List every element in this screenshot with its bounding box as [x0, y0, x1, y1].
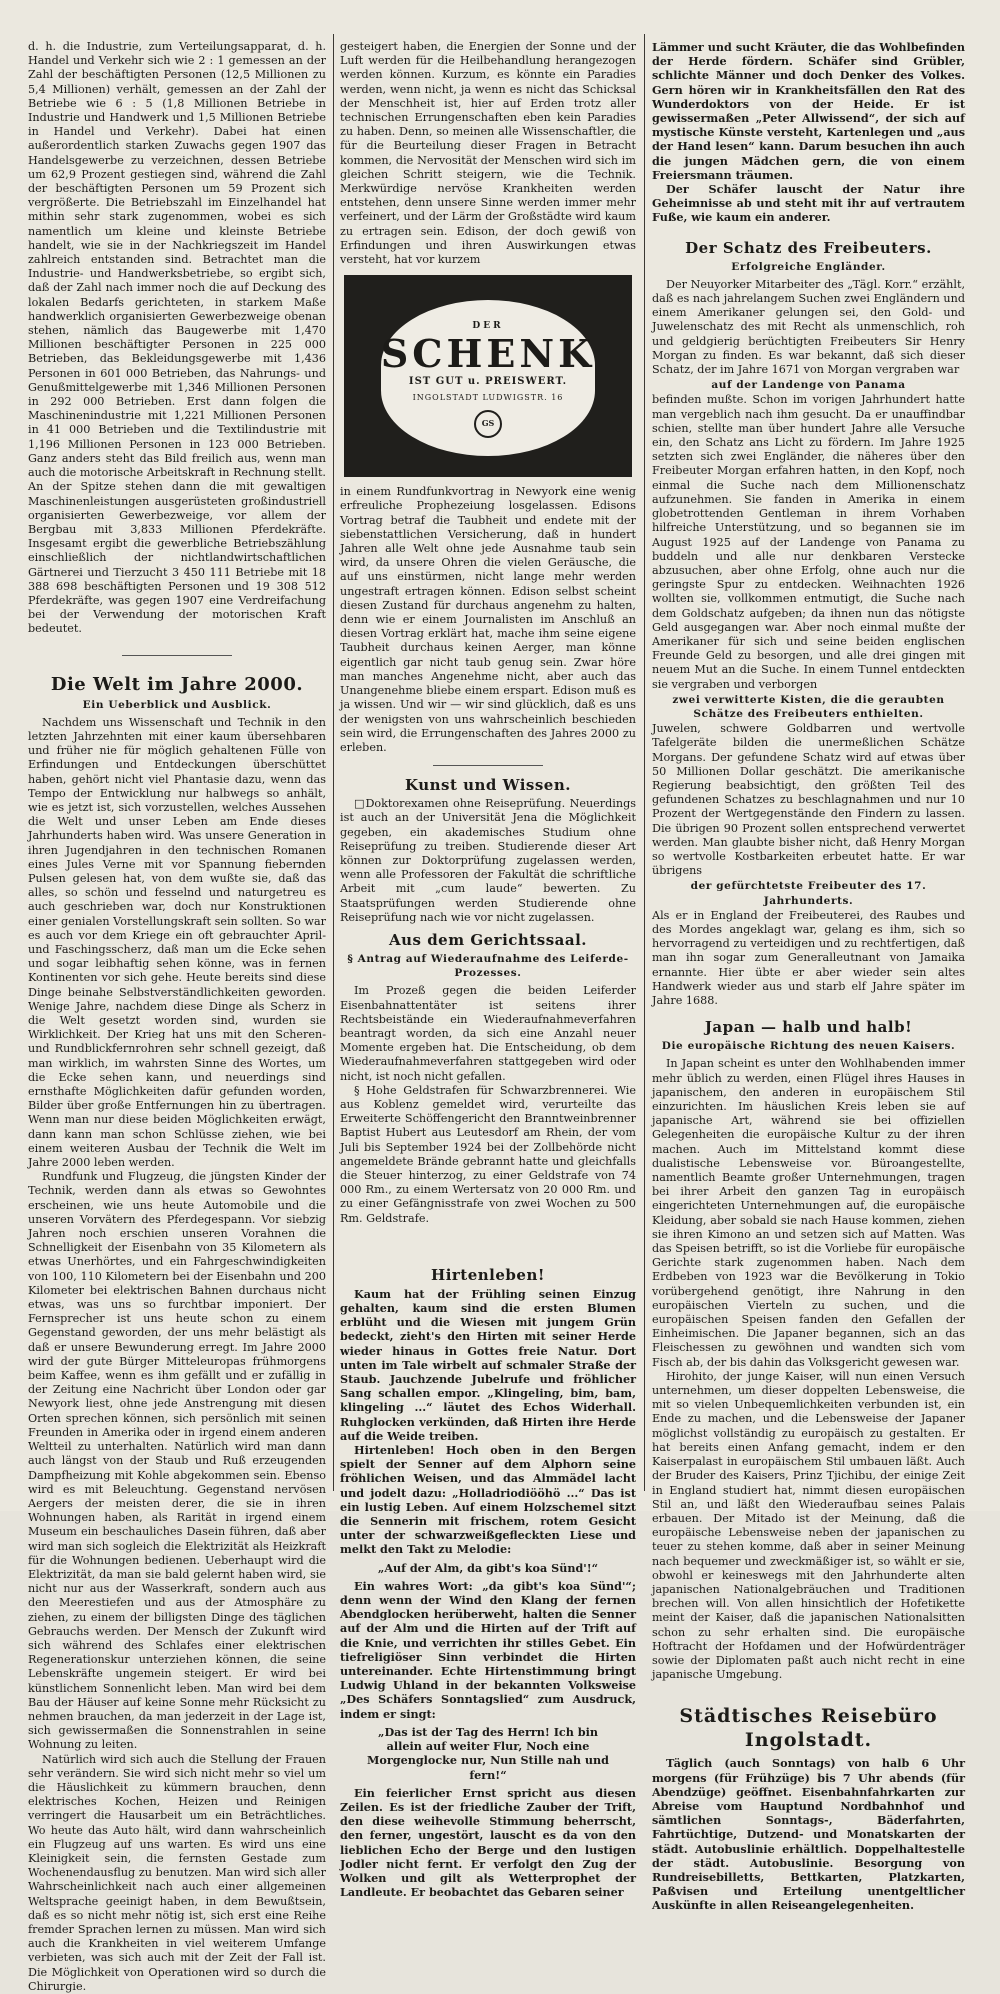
- column-left: [28, 40, 326, 1993]
- paragraph: befinden mußte. Schon im vorigen Jahrhundert hatte man vergeblich nach ihm gesucht. Da er unauffindbar schien, stellte man über hundert Jahre alle Versuche ein, den Schatz ans Licht zu fördern. Im Jahre 1925 setzten sich zwei Engländer, die näheres über den Freibeuter Morgan erfahren hatten, in den Kopf, noch einmal die Suche nach dem Millionenschatz aufzunehmen. Sie fanden in Amerika in einem globetrottenden Gentleman in ihrem Vorhaben hilfreiche Unterstützung, und so begannen sie im August 1925 auf der Landenge von Panama zu buddeln und alle nur denkbaren Verstecke abzusuchen, aber ohne Erfolg, ohne auch nur die geringste Spur zu entdecken. Weihnachten 1926 wollten sie, vollkommen entmutigt, die Suche nach dem Goldschatz aufgeben; da ihnen nun das nötigste Geld ausgegangen war. Aber noch einmal mußte der Amerikaner für sich und seine beiden englischen Freunde Geld zu besorgen, und alle drei gingen mit neuem Mut an die Suche. In einem Tunnel entdeckten sie vergraben und verborgen: [652, 393, 965, 691]
- paragraph: Hirtenleben! Hoch oben in den Bergen spielt der Senner auf dem Alphorn seine fröhlichen Weisen, und das Almmädel lacht und jodelt dazu: „Holladriodiööhö ...“ Das ist ein lustig Leben. Auf einem Holzschemel sitzt die Sennerin mit frischem, rotem Gesicht unter der schwarzweißgefleckten Liese und melkt den Takt zu Melodie:: [340, 1443, 636, 1557]
- headline-gerichtssaal: Aus dem Gerichtssaal.: [388, 930, 587, 949]
- ad-oval: [381, 300, 595, 456]
- headline-schatz-freibeuter: Der Schatz des Freibeuters.: [685, 238, 932, 257]
- article-continuation: d. h. die Industrie, zum Verteilungsapparat, d. h. Handel und Verkehr sich wie 2 : 1 gemessen an der Zahl der beschäftigten Personen (12,5 Millionen zu 5,4 Millionen) verhält, gemessen an der Zahl der Betriebe wie 6 : 5 (1,8 Millionen Betriebe in Industrie und Handwerk und 1,5 Millionen Betriebe in Handel und Verkehr). Dabei hat einen außerordentlich starken Zuwachs gegen 1907 das Handelsgewerbe zu verzeichnen, dessen Betriebe um 62,9 Prozent gestiegen sind, während die Zahl der beschäftigten Personen um 59 Prozent sich vergrößerte. Die Betriebszahl im Einzelhandel hat mithin sehr stark zugenommen, wobei es sich namentlich um kleine und kleinste Betriebe handelt, wie sie in der Nachkriegszeit im Handel zahlreich entstanden sind. Betrachtet man die Industrie- und Handwerksbetriebe, so ergibt sich, daß der Zahl nach immer noch die auf Deckung des lokalen Bedarfs gerichteten, in starkem Maße handwerklich organisierten Gewerbezweige obenan stehen, nämlich das Baugewerbe mit 1,470 Millionen beschäftigter Personen in 225 000 Betrieben, das Bekleidungsgewerbe mit 1,436 Personen in 601 000 Betrieben, das Nahrungs- und Genußmittelgewerbe mit 1,346 Millionen Personen in 292 000 Betrieben. Erst dann folgen die Maschinenindustrie mit 1,221 Millionen Personen in 41 000 Betrieben und die Textilindustrie mit 1,196 Millionen Personen in 123 000 Betrieben. Ganz anders steht das Bild freilich aus, wenn man auch die motorische Arbeitskraft in Rechnung stellt. An der Spitze stehen dann die mit gewaltigen Maschinenleistungen ausgerüsteten großindustriell organisierten Gewerbezweige, vor allem der Bergbau mit 3,833 Millionen Pferdekräfte. Insgesamt ergibt die gewerbliche Betriebszählung einschließlich der nichtlandwirtschaftlichen Gärtnerei und Tierzucht 3 450 111 Betriebe mit 18 388 698 beschäftigten Personen und 19 308 512 Pferdekräfte, was gegen 1907 eine Verdreifachung bei der Verwendung der motorischen Kraft bedeutet.: [28, 40, 326, 636]
- notice-text: Täglich (auch Sonntags) von halb 6 Uhr morgens (für Frühzüge) bis 7 Uhr abends (für Abendzüge) geöffnet. Eisenbahnfahrkarten zur Abreise vom Hauptund Nordbahnhof und sämtlichen Sonntags-, Bäderfahrten, Fahrtüchtige, Dutzend- und Monatskarten der städt. Autobuslinie erhältlich. Doppelhaltestelle der städt. Autobuslinie. Besorgung von Rundreisebilletts, Bettkarten, Platzkarten, Paßvisen und Erteilung unentgeltlicher Auskünfte in allen Reiseangelegenheiten.: [652, 1756, 965, 1913]
- paragraph: Als er in England der Freibeuterei, des Raubes und des Mordes angeklagt war, gelang es ihm, sich so hervorragend zu verteidigen und zu rechtfertigen, daß man ihn sogar zum Generalleutnant von Jamaika ernannte. Hier übte er aber wieder sein altes Handwerk wieder aus und starb elf Jahre später im Jahre 1688.: [652, 908, 965, 1007]
- subheadline: § Antrag auf Wiederaufnahme des Leiferde-Prozesses.: [347, 952, 629, 980]
- column-rule: [644, 34, 645, 1491]
- subheadline: Ein Ueberblick und Ausblick.: [82, 698, 272, 711]
- headline-kunst-wissen: Kunst und Wissen.: [405, 776, 571, 795]
- ad-address: INGOLSTADT LUDWIGSTR. 16: [412, 393, 564, 403]
- headline-reisebuero: Städtisches Reisebüro Ingolstadt.: [679, 1705, 938, 1752]
- headline-welt-2000: Die Welt im Jahre 2000.: [50, 673, 304, 695]
- paragraph: Der Schäfer lauscht der Natur ihre Geheimnisse ab und steht mit ihr auf vertrautem Fuße, wie kaum ein anderer.: [652, 182, 965, 225]
- paragraph: Hirohito, der junge Kaiser, will nun einen Versuch unternehmen, um dieser doppelten Lebensweise, die mit so vielen Unbequemlichkeiten verbunden ist, ein Ende zu machen, und die Lebensweise der Japaner möglichst vollständig zu europäisch zu gestalten. Er hat bereits einen Anfang gemacht, indem er den Kaiserpalast in europäischem Stil umbauen läßt. Auch der Bruder des Kaisers, Prinz Tjichibu, der einige Zeit in England studiert hat, nimmt diesen europäischen Stil an, und läßt den Wiederaufbau seines Palais erbauen. Der Mitado ist der Meinung, daß die europäische Lebensweise neben der japanischen zu teuer zu stehen komme, daß aber in seiner Meinung nach bequemer und zweckmäßiger ist, so wählt er sie, obwohl er keineswegs mit den Jahrhunderte alten japanischen Nationalgebräuchen und Traditionen brechen will. Von allen hinsichtlich der Hofetikette meint der Kaiser, daß die japanischen Nationalsitten schon zu sehr erhalten sind. Die europäische Hoftracht der Hofdamen und der Hofwürdenträger sowie der Diplomaten paßt auch nicht recht in eine japanische Umgebung.: [652, 1369, 965, 1682]
- paragraph: Natürlich wird sich auch die Stellung der Frauen sehr verändern. Sie wird sich nicht mehr so viel um die Häuslichkeit zu kümmern brauchen, denn elektrisches Kochen, Heizen und Reinigen verringert die Hausarbeit um ein Beträchtliches. Wo heute das Auto hält, wird dann wahrscheinlich ein Flugzeug auf uns warten. Es wird uns eine Kleinigkeit sein, die fernsten Gestade zum Wochenendausflug zu benutzen. Man wird sich aller Wahrscheinlichkeit nach auch einer allgemeinen Weltsprache geeinigt haben, in dem Bewußtsein, daß es so nicht mehr nötig ist, sich erst eine Reihe fremder Sprachen lernen zu müssen. Man wird sich auch die Krankheiten in viel weiterem Umfange verbieten, was sich auch mit der Zeit der Fall ist. Die Möglichkeit von Operationen wird so durch die Chirurgie.: [28, 1752, 326, 1993]
- article-continuation: Lämmer und sucht Kräuter, die das Wohlbefinden der Herde fördern. Schäfer sind Grübler, schlichte Männer und doch Denker des Volkes. Gern hören wir in Krankheitsfällen den Rat des Wunderdoktors von der Heide. Er ist gewissermaßen „Peter Allwissend“, der sich auf mystische Künste versteht, Kartenlegen und „aus der Hand lesen“ kann. Darum besuchen ihn auch die jungen Mädchen gern, die von einem Freiersmann träumen.: [652, 40, 965, 182]
- inline-subhead: der gefürchtetste Freibeuter des 17. Jahrhunderts.: [690, 880, 927, 907]
- inline-subhead: auf der Landenge von Panama: [711, 379, 906, 392]
- paragraph: Im Prozeß gegen die beiden Leiferder Eisenbahnattentäter ist seitens ihrer Rechtsbeistände ein Wiederaufnahmeverfahren beantragt worden, da sich eine Anzahl neuer Momente ergeben hat. Die Entscheidung, ob dem Wiederaufnahmeverfahren stattgegeben wird oder nicht, ist noch nicht gefallen.: [340, 984, 636, 1083]
- subheadline: Erfolgreiche Engländer.: [731, 260, 886, 273]
- ad-tagline: IST GUT u. PREISWERT.: [408, 376, 568, 388]
- headline-hirtenleben: Hirtenleben!: [431, 1265, 545, 1284]
- paragraph: Rundfunk und Flugzeug, die jüngsten Kinder der Technik, werden dann als etwas so Gewohntes erscheinen, wie uns heute Automobile und die unseren Vorvätern des Pferdegespann. Vor siebzig Jahren noch erschien unseren Vorahnen die Schnelligkeit der Eisenbahn von 35 Kilometern als etwas Unerhörtes, und ein Fahrgeschwindigkeiten von 100, 110 Kilometern bei der Eisenbahn und 200 Kilometer bei elektrischen Bahnen durchaus nicht etwas, was uns so furchtbar imponiert. Der Fernsprecher ist uns heute schon zu einem Gegenstand geworden, der uns mehr belästigt als daß er unsere Bewunderung erregt. Im Jahre 2000 wird der gute Bürger Mitteleuropas frühmorgens beim Kaffee, wenn es ihm gefällt und er zufällig in der Zeitung eine Nachricht über London oder gar Newyork liest, ohne jede Anstrengung mit diesen Orten sprechen können, sich persönlich mit seinen Freunden in Amerika oder in irgend einem anderen Weltteil zu unterhalten. Natürlich wird man dann auch längst von der Staub und Ruß erzeugenden Dampfheizung mit Kohle abgekommen sein. Ebenso wird es mit Beleuchtung. Gegenstand nervösen Aergers der meisten derer, die sie in ihren Wohnungen haben, als Rarität in irgend einem Museum ein beschauliches Dasein führen, daß aber wird man sich sogleich die Elektrizität als Heizkraft für die Wohnungen bedienen. Ueberhaupt wird die Elektrizität, da man sie bald gelernt haben wird, sie nicht nur aus der Wasserkraft, sondern auch aus den Meerestiefen und aus der Atmosphäre zu ziehen, zu einem der billigsten Dinge des täglichen Gebrauchs werden. Der Mensch der Zukunft wird sich während des Schlafes einer elektrischen Regenerationskur unterziehen können, die seine Lebenskräfte ungemein steigert. Er wird bei künstlichem Sonnenlicht leben. Man wird bei dem Bau der Häuser auf keine Sonne mehr Rücksicht zu nehmen brauchen, da man jederzeit in der Lage ist, sich gewissermaßen die Sonnenstrahlen in seine Wohnung zu leiten.: [28, 1170, 326, 1752]
- column-middle: [340, 40, 636, 1900]
- paragraph: In Japan scheint es unter den Wohlhabenden immer mehr üblich zu werden, einen Flügel ihres Hauses in japanischem, den anderen in europäischem Stil einzurichten. Im häuslichen Kreis leben sie auf japanische Art, während sie bei offiziellen Gelegenheiten die europäische Kultur zu der ihren machen. Auch im Mittelstand kommt diese dualistische Lebensweise vor. Büroangestellte, namentlich Beamte großer Unternehmungen, tragen bei ihrer Arbeit den ganzen Tag in europäisch eingerichteten Unternehmungen auf, die europäische Kleidung, aber sobald sie nach Hause kommen, ziehen sie ihren Kimono an und setzen sich auf Matten. Was das Speisen betrifft, so ist die Vorliebe für europäische Gerichte stark zugenommen haben. Nach dem Erdbeben von 1923 war die Bevölkerung in Tokio vorübergehend genötigt, ihre Nahrung in den europäischen Vierteln zu suchen, und die europäischen Speisen fanden den Gefallen der Einheimischen. Die Japaner begannen, sich an das Fleischessen zu gewöhnen und wandten sich vom Fisch ab, der bis dahin das Volksgericht gewesen war.: [652, 1057, 965, 1369]
- paragraph: Kaum hat der Frühling seinen Einzug gehalten, kaum sind die ersten Blumen erblüht und die Wiesen mit jungem Grün bedeckt, zieht's den Hirten mit seiner Herde wieder hinaus in Gottes freie Natur. Dort unten im Tale wirbelt auf schmaler Straße der Staub. Jauchzende Jubelrufe und fröhlicher Sang schallen empor. „Klingeling, bim, bam, klingeling ...“ läutet des Echos Widerhall. Ruhglocken verkünden, daß Hirten ihre Herde auf die Weide treiben.: [340, 1286, 636, 1443]
- ad-brand-name: SCHENK: [380, 331, 596, 377]
- ad-der-label: DER: [472, 320, 504, 331]
- ad-seal-logo: GS: [474, 410, 502, 438]
- poem-stanza: „Das ist der Tag des Herrn! Ich bin allein auf weiter Flur, Noch eine Morgenglocke nur, Nun Stille nah und fern!“: [367, 1724, 609, 1782]
- paragraph: Juwelen, schwere Goldbarren und wertvolle Tafelgeräte bilden die unermeßlichen Schätze Morgans. Der gefundene Schatz wird auf etwas über 50 Millionen Dollar geschätzt. Die amerikanische Regierung beabsichtigt, den größten Teil des gefundenen Schatzes zu beschlagnahmen und nur 10 Prozent der Wertgegenstände den Findern zu lassen. Die übrigen 90 Prozent sollen entsprechend verwertet werden. Man glaubte bisher nicht, daß Henry Morgan so wertvolle Kostbarkeiten erbeutet hatte. Er war übrigens: [652, 722, 965, 878]
- column-right: [652, 40, 965, 1913]
- column-rule: [333, 34, 334, 1491]
- article-continuation: gesteigert haben, die Energien der Sonne und der Luft werden für die Heilbehandlung herangezogen werden können. Kurzum, es könnte ein Paradies werden, wenn nicht, ja wenn es nicht das Schicksal der Menschheit ist, hier auf Erden trotz aller technischen Errungenschaften eben kein Paradies zu haben. Denn, so meinen alle Wissenschaftler, die für die Beurteilung dieser Fragen in Betracht kommen, die Nervosität der Menschen wird sich im gleichen Schritt steigern, wie die Technik. Merkwürdige nervöse Krankheiten werden entstehen, denn unsere Sinne werden immer mehr verfeinert, und der Lärm der Großstädte wird kaum zu ertragen sein. Edison, der doch gewiß von Erfindungen und ihren Auswirkungen etwas versteht, hat vor kurzem: [340, 40, 636, 267]
- subheadline: Die europäische Richtung des neuen Kaisers.: [661, 1040, 956, 1053]
- paragraph: Ein feierlicher Ernst spricht aus diesen Zeilen. Es ist der friedliche Zauber der Trift, den diese weihevolle Stimmung beherrscht, den ferner, ungestört, lauscht es da von den lieblichen Echo der Berge und den lustigen Jodler nicht fernt. Er verfolgt den Zug der Wolken und gilt als Wetterprophet der Landleute. Er beobachtet das Gebaren seiner: [340, 1785, 636, 1900]
- poem-line: „Auf der Alm, da gibt's koa Sünd'!“: [377, 1560, 599, 1575]
- paragraph: □ Doktorexamen ohne Reiseprüfung. Neuerdings ist auch an der Universität Jena die Möglichkeit gegeben, ein akademisches Studium ohne Reiseprüfung zu treiben. Studierende dieser Art können zur Doktorprüfung zugelassen werden, wenn alle Professoren der Fakultät die schriftliche Arbeit mit „cum laude“ bewerten. Zu Staatsprüfungen werden Studierende ohne Reiseprüfung nach wie vor nicht zugelassen.: [340, 797, 636, 925]
- paragraph: § Hohe Geldstrafen für Schwarzbrennerei. Wie aus Koblenz gemeldet wird, verurteilte das Erweiterte Schöffengericht den Branntweinbrenner Baptist Hubert aus Leutesdorf am Rhein, der vom Juli bis September 1924 bei der Zollbehörde nicht angemeldete Brände gebrannt hatte und gleichfalls die Steuer hinterzog, zu einer Geldstrafe von 74 000 Rm., zu einem Wertersatz von 20 000 Rm. und zu einer Gefängnisstrafe von zwei Wochen zu 500 Rm. Geldstrafe.: [340, 1083, 636, 1225]
- inline-subhead: zwei verwitterte Kisten, die die geraubten Schätze des Freibeuters enthielten.: [672, 693, 945, 720]
- paragraph: Ein wahres Wort: „da gibt's koa Sünd'“; denn wenn der Wind den Klang der fernen Abendglocken herüberweht, halten die Senner auf der Alm und die Hirten auf der Trift auf die Knie, und verrichten ihr stilles Gebet. Ein tiefreligiöser Sinn verbindet die Hirten untereinander. Echte Hirtenstimmung bringt Ludwig Uhland in der bekannten Volksweise „Des Schäfers Sonntagslied“ zum Ausdruck, indem er singt:: [340, 1578, 636, 1721]
- section-separator: [433, 765, 543, 766]
- advertisement-schenk: [344, 275, 632, 477]
- paragraph: Der Neuyorker Mitarbeiter des „Tägl. Korr.“ erzählt, daß es nach jahrelangem Suchen zwei Engländern und einem Amerikaner gelungen sei, den Gold- und Juwelenschatz des mit Recht als unmenschlich, roh und geldgierig berüchtigten Freibeuters Sir Henry Morgan zu finden. Es war bekannt, daß sich dieser Schatz, der im Jahre 1671 von Morgan vergraben war: [652, 277, 965, 377]
- headline-japan: Japan — halb und halb!: [704, 1018, 913, 1037]
- paragraph: Nachdem uns Wissenschaft und Technik in den letzten Jahrzehnten mit einer kaum übersehbaren und früher nie für möglich gehaltenen Fülle von Erfindungen und Entdeckungen überschüttet haben, gehört nicht viel Phantasie dazu, wenn das Tempo der Entwicklung nur halbwegs so anhält, wie es jetzt ist, sich vorzustellen, welches Aussehen die Welt und unser Leben am Ende dieses Jahrhunderts haben wird. Was unsere Generation in ihren Jugendjahren in den technischen Romanen eines Jules Verne mit vor Spannung fiebernden Pulsen gelesen hat, von dem wußte sie, daß das alles, so schön und fesselnd und naturgetreu es auch geschrieben war, doch nur Konstruktionen einer genialen Vorstellungskraft sein sollten. So war es auch vor dem Kriege ein oft gebrauchter April- und Faschingsscherz, daß man um die Ecke sehen und sogar leibhaftig sehen könne, was in fernen Kontinenten vor sich gehe. Heute bereits sind diese Dinge beinahe Selbstverständlichkeiten geworden. Wenige Jahre, nachdem diese Dinge als Scherz in die Welt gesetzt worden sind, wurden sie Wirklichkeit. Der Krieg hat uns mit den Scheren- und Rundblickfernrohren sehr schnell gezeigt, daß man wirklich, im wahrsten Sinne des Wortes, um die Ecke sehen kann, und neuerdings sind ernsthafte Möglichkeiten dafür gefunden worden, Bilder über große Entfernungen hin zu übertragen. Wenn man nur diese beiden Möglichkeiten erwägt, dann kann man schon Schlüsse ziehen, wie bei einem weiteren Ausbau der Technik die Welt im Jahre 2000 leben werden.: [28, 715, 326, 1170]
- paragraph: in einem Rundfunkvortrag in Newyork eine wenig erfreuliche Prophezeiung losgelassen. Edisons Vortrag betraf die Taubheit und endete mit der siebenstattlichen Versicherung, daß in hundert Jahren alle Welt ohne jede Ausnahme taub sein wird, da unsere Ohren die vielen Geräusche, die auf uns einstürmen, nicht lange mehr werden ungestraft ertragen können. Edison selbst scheint diesen Zustand für durchaus angenehm zu halten, denn wie er einem Journalisten im Anschluß an diesen Vortrag erklärt hat, mache ihm seine eigene Taubheit durchaus keinen Aerger, man könne eigentlich gar nicht taub genug sein. Zwar höre man manches Angenehme nicht, aber auch das Unangenehme bliebe einem erspart. Edison muß es ja wissen. Und wir — wir sind glücklich, daß es uns der wenigsten von uns wahrscheinlich beschieden sein wird, die Errungenschaften des Jahres 2000 zu erleben.: [340, 485, 636, 754]
- section-separator: [122, 655, 232, 656]
